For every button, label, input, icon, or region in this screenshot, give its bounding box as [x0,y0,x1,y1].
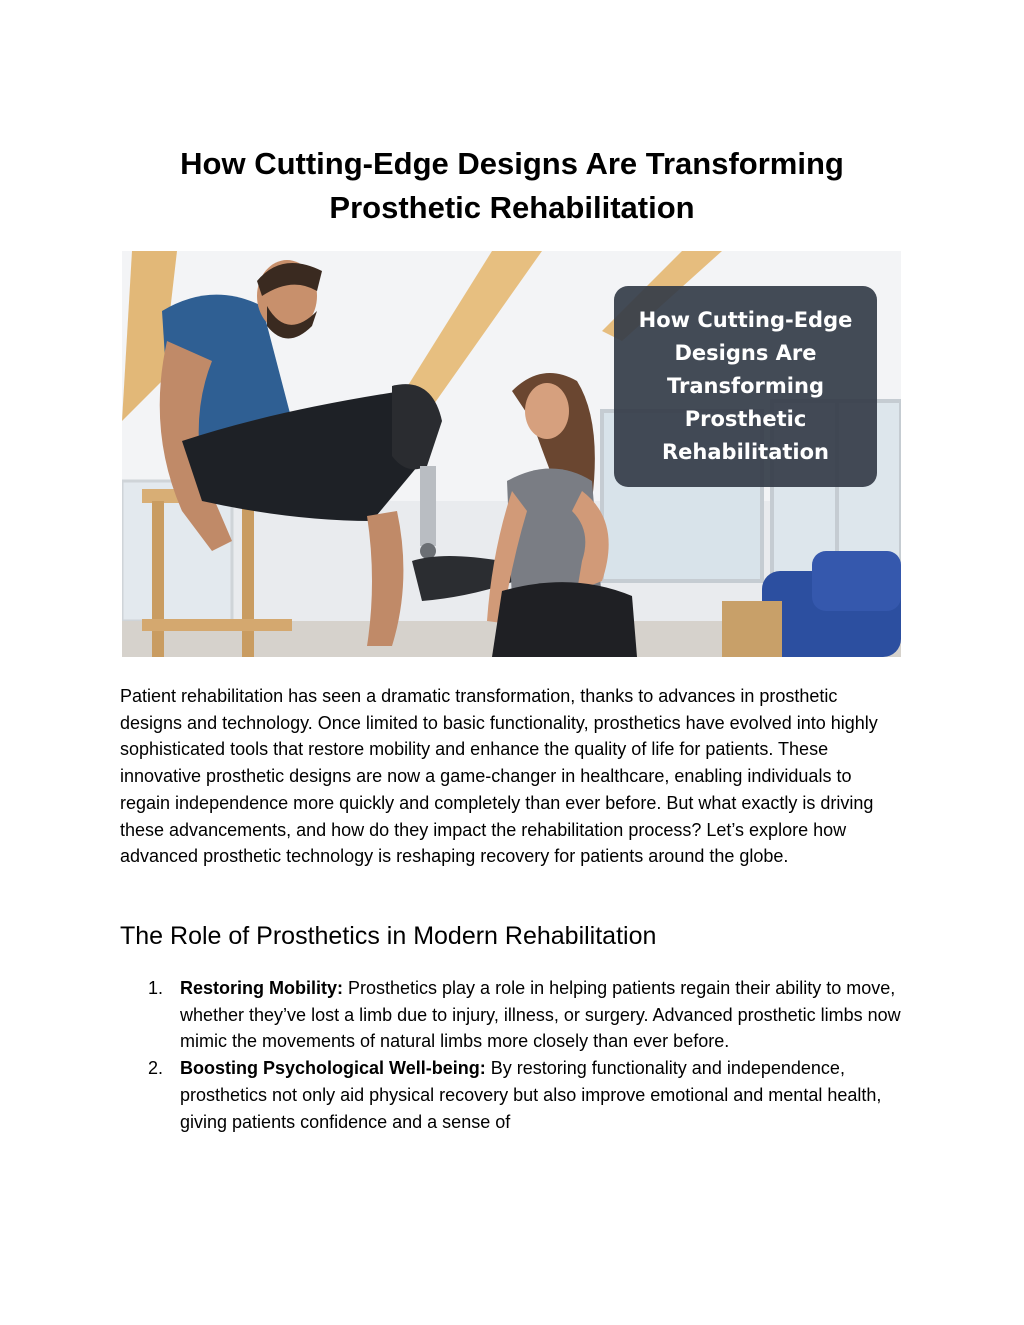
list-item [120,1055,904,1135]
list-item-lead: Restoring Mobility: [180,978,343,998]
section-heading: The Role of Prosthetics in Modern Rehabilitation [120,922,657,950]
numbered-list [120,975,904,1135]
list-item-text: By restoring functionality and independence, prosthetics not only aid physical recovery but also improve emotional and mental health, giving patients confidence and a sense of [180,1058,882,1132]
hero-overlay-text: How Cutting-Edge Designs Are Transforming Prosthetic Rehabilitation [638,308,853,464]
document-title: How Cutting-Edge Designs Are Transforming Prosthetic Rehabilitation [180,146,844,225]
list-item [120,975,904,1055]
list-item-text: Prosthetics play a role in helping patients regain their ability to move, whether they’ve lost a limb due to injury, illness, or surgery. Advanced prosthetic limbs now mimic the movements of natural limbs more closely than ever before. [180,978,901,1052]
hero-image [122,251,901,657]
list-item-lead: Boosting Psychological Well-being: [180,1058,486,1079]
list-item-number: 2. [148,1058,164,1079]
list-item-number: 1. [148,978,164,998]
intro-paragraph: Patient rehabilitation has seen a dramatic transformation, thanks to advances in prosthetic designs and technology. Once limited to basic functionality, prosthetics have evolved into highly sophisticated tools that restore mobility and enhance the quality of life for patients. These innovative prosthetic designs are now a game-changer in healthcare, enabling individuals to regain independence more quickly and completely than ever before. But what exactly is driving these advancements, and how do they impact the rehabilitation process? Let’s explore how advanced prosthetic technology is reshaping recovery for patients around the globe. [120,686,878,867]
hero-overlay-box [614,286,877,487]
